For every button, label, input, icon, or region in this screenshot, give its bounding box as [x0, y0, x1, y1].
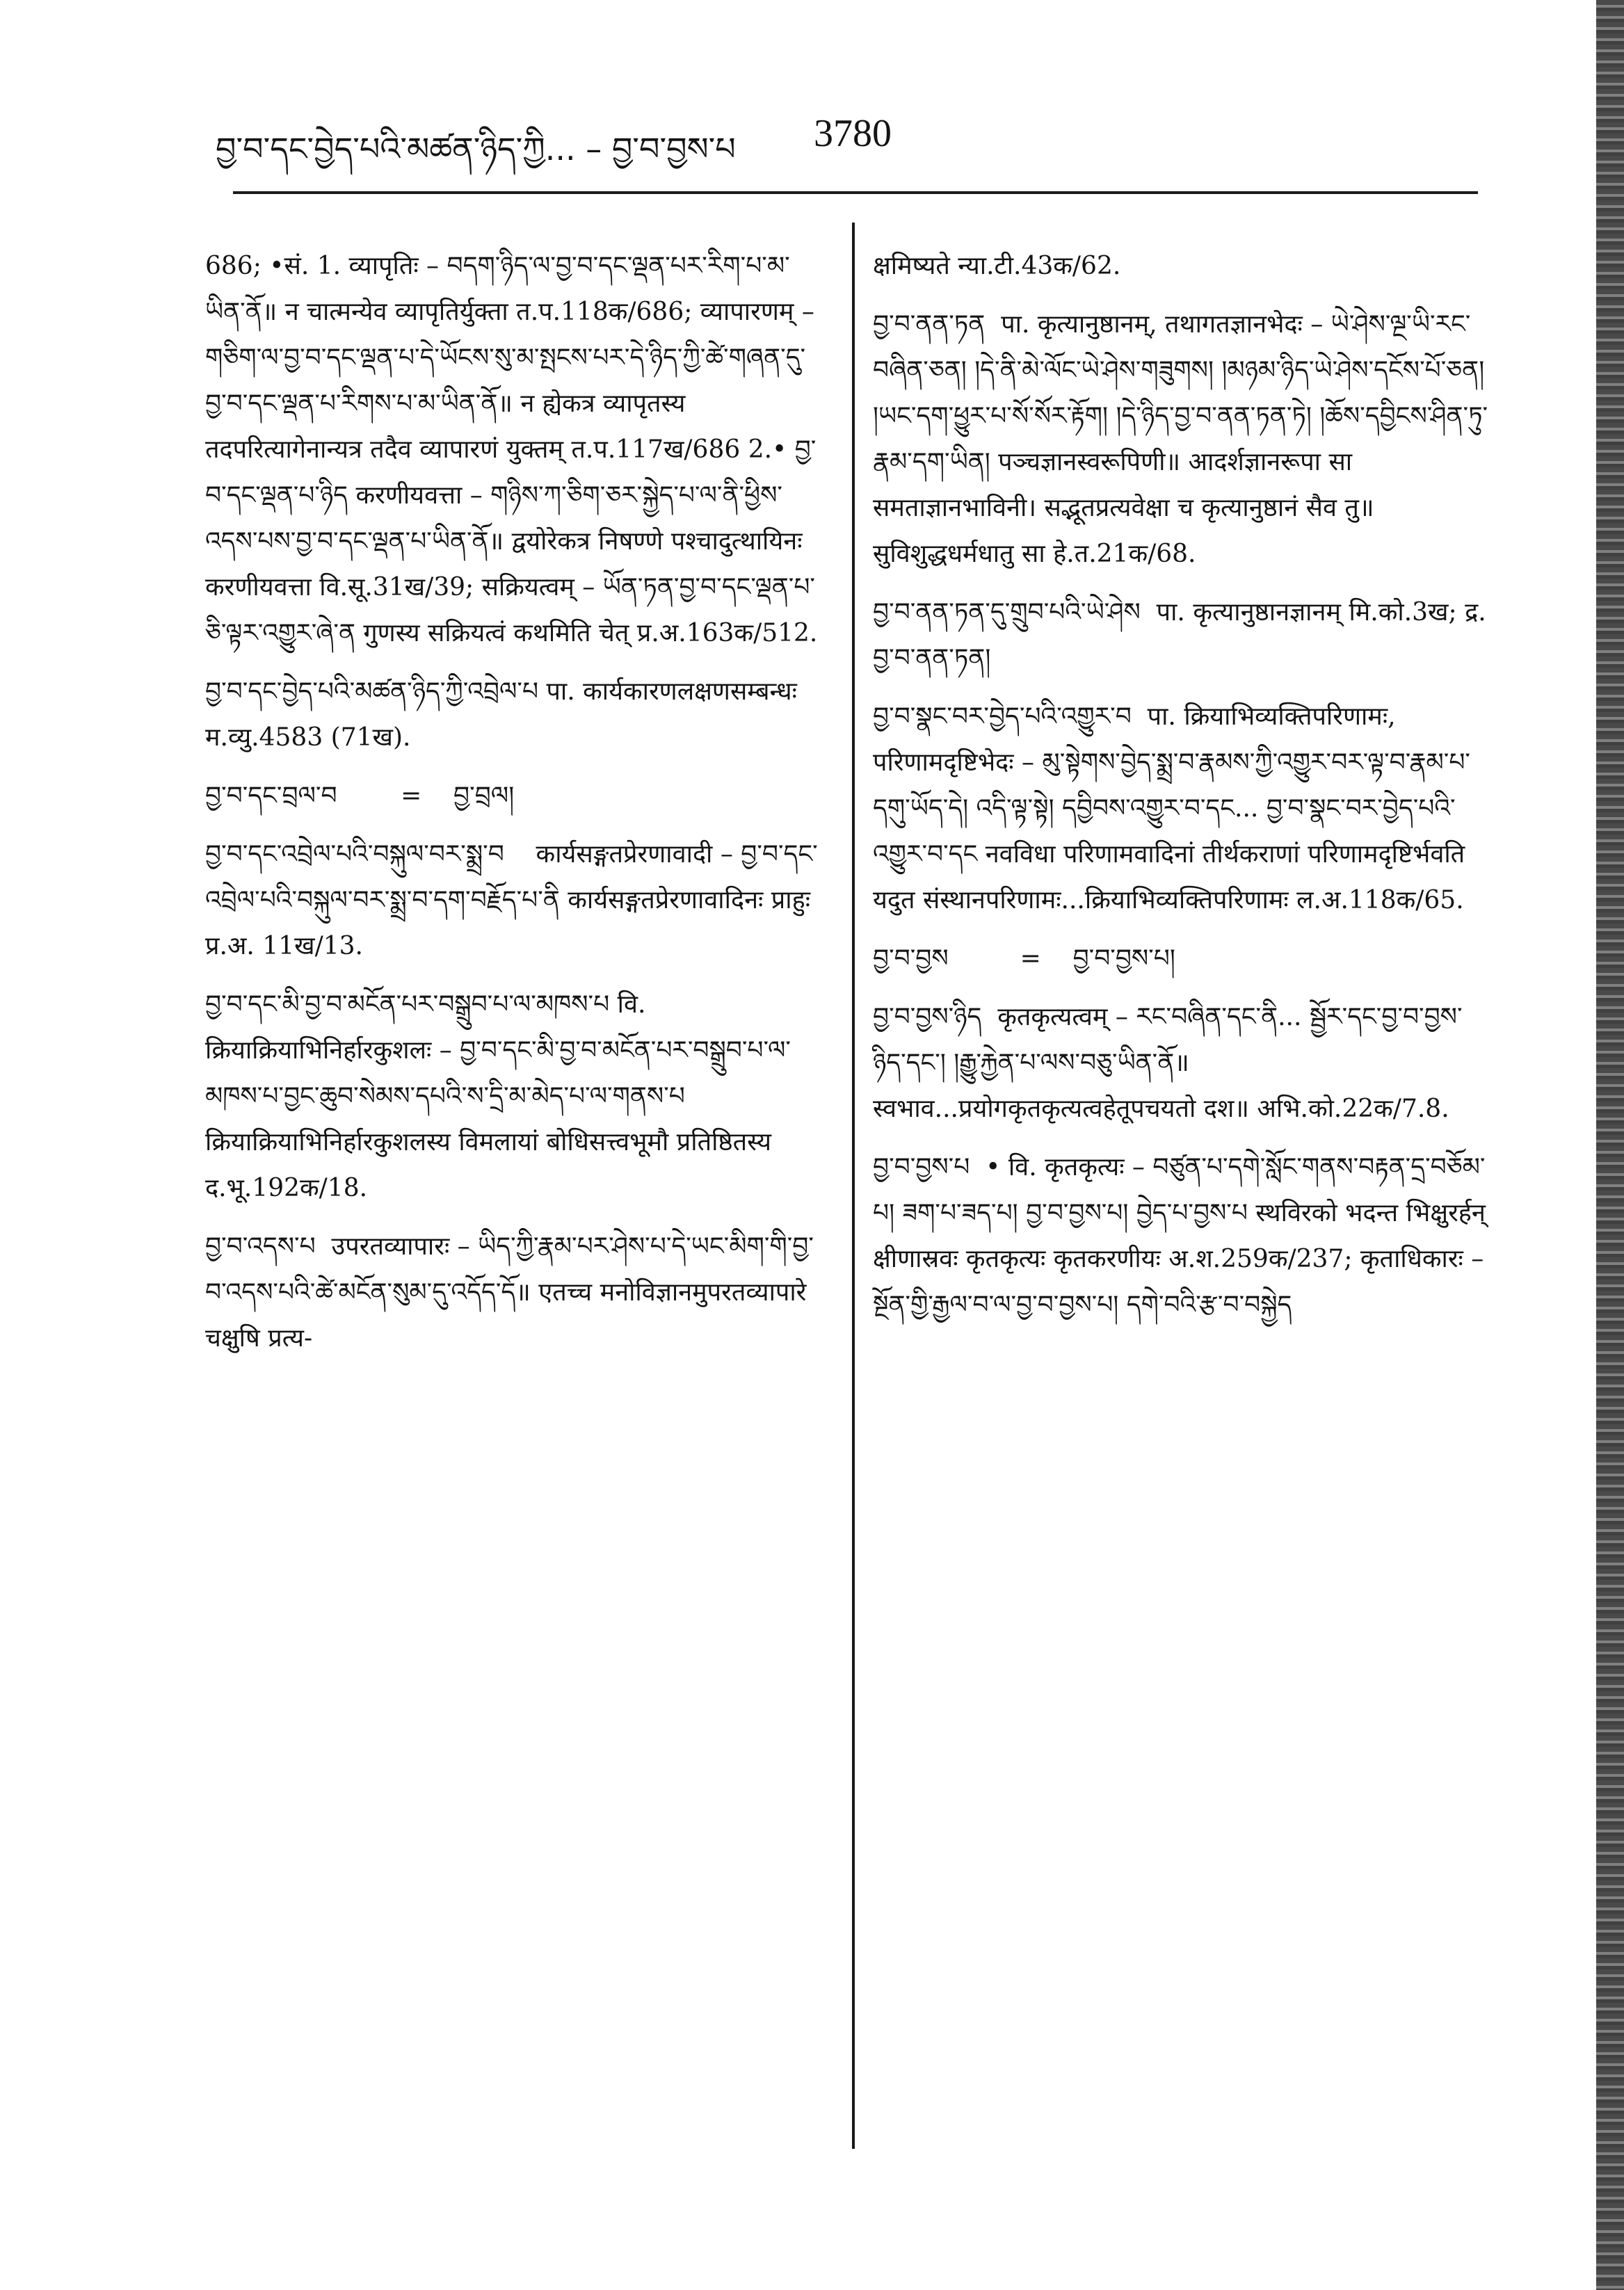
dictionary-entry: བྱ་བ་ནན་ཏན पा. कृत्यानुष्ठानम्, तथागतज्ञानभेदः – ཡེ་ཤེས་ལྔ་ཡི་རང་བཞིན་ཅན། །དེ་ནི་མེ་ལོང་ཡེ་ཤེས་གཟུགས། །མཉམ་ཉིད་ཡེ་ཤེས་དངོས་པོ་ཅན། །ཡང་དག་ཕྱུར་པ་སོ་སོར་རྟོག། །དེ་ཉིད་བྱ་བ་ནན་ཏན་ཏེ། །ཆོས་དབྱིངས་ཤིན་ཏུ་རྣམ་དག་ཡིན། पञ्चज्ञानस्वरूपिणी॥ आदर्शज्ञानरूपा सा समताज्ञानभाविनी। सद्भूतप्रत्यवेक्षा च कृत्यानुष्ठानं सैव तु॥ सुविशुद्धधर्मधातु सा हे.त.21क/68.	[873, 310, 1493, 568]
dictionary-entry: བྱ་བ་ནན་ཏན་དུ་གྲུབ་པའི་ཡེ་ཤེས पा. कृत्यानुष्ठानज्ञानम् मि.को.3ख; द्र. བྱ་བ་ནན་ཏན།	[873, 598, 1495, 672]
dictionary-entry: བྱ་བ་སྣང་བར་བྱེད་པའི་འགྱུར་བ पा. क्रियाभिव्यक्तिपरिणामः, परिणामदृष्टिभेदः – མུ་སྟེགས་བྱེད་སྨྲ་བ་རྣམས་ཀྱི་འགྱུར་བར་ལྟ་བ་རྣམ་པ་དགུ་ཡོད་དེ། འདི་ལྟ་སྟེ། དབྱིབས་འགྱུར་བ་དང... བྱ་བ་སྣང་བར་བྱེད་པའི་འགྱུར་བ་དང नवविधा परिणामवादिनां तीर्थकराणां परिणामदृष्टिर्भवति यदुत संस्थानपरिणामः...क्रियाभिव्यक्तिपरिणामः ल.अ.118क/65.	[873, 702, 1473, 914]
column-divider	[852, 223, 855, 2149]
right-column	[873, 243, 1495, 1341]
dictionary-entry: བྱ་བ་དང་འབྲེལ་པའི་བསྐུལ་བར་སྨྲ་བ कार्यसङ्गतप्रेरणावादी – བྱ་བ་དང་འབྲེལ་པའི་བསྐུལ་བར་སྨྲ་བ་དག་བརྗོད་པ་ནི कार्यसङ्गतप्रेरणावादिनः प्राहुः प्र.अ. 11ख/13.	[205, 840, 819, 960]
dictionary-entry: བྱ་བ་བྱས་ཉིད कृतकृत्यत्वम् – རང་བཞིན་དང་ནི... སྦྱོར་དང་བྱ་བ་བྱས་ཉིད་དང་། །རྒྱུ་རྐྱེན་པ་ལས་བཅུ་ཡིན་ནོ॥ स्वभाव...प्रयोगकृतकृत्यत्वहेतूपचयतो दश॥ अभि.को.22क/7.8.	[873, 1003, 1463, 1123]
dictionary-entry: བྱ་བ་བྱས་པ • वि. कृतकृत्यः – བཙུན་པ་དགེ་སློང་གནས་བརྟན་དྲ་བཅོམ་པ། ཟག་པ་ཟད་པ། བྱ་བ་བྱས་པ། བྱེད་པ་བྱས་པ स्थविरको भदन्त भिक्षुरर्हन् क्षीणास्रवः कृतकृत्यः कृतकरणीयः अ.श.259क/237; कृताधिकारः – སྔོན་གྱི་རྒྱལ་བ་ལ་བྱ་བ་བྱས་པ། དགེ་བའི་རྩ་བ་བསྐྱེད	[873, 1153, 1494, 1319]
header-rule	[233, 191, 1478, 194]
dictionary-entry: བྱ་བ་བྱས = བྱ་བ་བྱས་པ།	[873, 944, 1175, 973]
dictionary-entry: བྱ་བ་དང་མི་བྱ་བ་མངོན་པར་བསྒྲུབ་པ་ལ་མཁས་པ वि. क्रियाक्रियाभिनिर्हारकुशलः – བྱ་བ་དང་མི་བྱ་བ་མངོན་པར་བསྒྲུབ་པ་ལ་མཁས་པ་བྱང་ཆུབ་སེམས་དཔའི་ས་དྲི་མ་མེད་པ་ལ་གནས་པ क्रियाक्रियाभिनिर्हारकुशलस्य विमलायां बोधिसत्त्वभूमौ प्रतिष्ठितस्य द.भू.192क/18.	[205, 990, 791, 1202]
page-number: 3780	[814, 112, 892, 155]
dictionary-entry: བྱ་བ་འདས་པ उपरतव्यापारः – ཡིད་ཀྱི་རྣམ་པར་ཤེས་པ་དེ་ཡང་མིག་གི་བྱ་བ་འདས་པའི་ཚེ་མངོན་སུམ་དུ་འདོད་དོ॥ एतच्च मनोविज्ञानमुपरतव्यापारे चक्षुषि प्रत्य-	[205, 1232, 814, 1353]
dictionary-entry: 686; •सं. 1. व्यापृतिः – བདག་ཉིད་ལ་བྱ་བ་དང་ལྡན་པར་རིག་པ་མ་ཡིན་ནོ॥ न चात्मन्येव व्यापृतिर्युक्ता त.प.118क/686; व्यापारणम् – གཅིག་ལ་བྱ་བ་དང་ལྡན་པ་དེ་ཡོངས་སུ་མ་སྤངས་པར་དེ་ཉིད་ཀྱི་ཚེ་གཞན་དུ་བྱ་བ་དང་ལྡན་པ་རིགས་པ་མ་ཡིན་ནོ॥ न ह्येकत्र व्यापृतस्य तदपरित्यागेनान्यत्र तदैव व्यापारणं युक्तम् त.प.117ख/686 2.• བྱ་བ་དང་ལྡན་པ་ཉིད करणीयवत्ता – གཉིས་ཀ་ཅིག་ཅར་སྐྱེད་པ་ལ་ནི་ཕྱིས་འདས་པས་བྱ་བ་དང་ལྡན་པ་ཡིན་ནོ॥ द्वयोरेकत्र निषण्णे पश्चादुत्थायिनः करणीयवत्ता वि.सू.31ख/39; सक्रियत्वम् – ཡོན་ཏན་བྱ་བ་དང་ལྡན་པ་ཅི་ལྟར་འགྱུར་ཞེ་ན गुणस्य सक्रियत्वं कथमिति चेत् प्र.अ.163क/512.	[205, 252, 823, 647]
scan-edge-shadow	[1596, 0, 1624, 2290]
page-header	[202, 104, 1384, 174]
dictionary-entry: བྱ་བ་དང་བྲལ་བ = བྱ་བྲལ།	[205, 782, 515, 810]
dictionary-entry: བྱ་བ་དང་བྱེད་པའི་མཚན་ཉིད་ཀྱི་འབྲེལ་པ पा. कार्यकारणलक्षणसम्बन्धः म.व्यु.4583 (71ख).	[205, 677, 805, 752]
left-column	[205, 243, 821, 1374]
dictionary-entry: क्षमिष्यते न्या.टी.43क/62.	[873, 252, 1121, 280]
running-head: བྱ་བ་དང་བྱེད་པའི་མཚན་ཉིད་ཀྱི... – བྱ་བ་བྱས་པ	[216, 130, 736, 168]
